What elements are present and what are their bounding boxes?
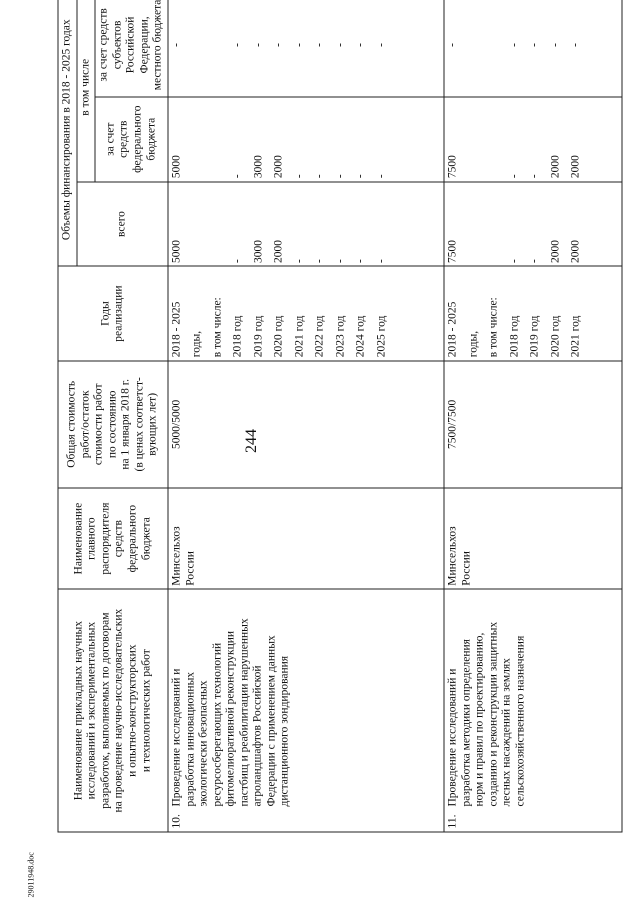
- line-text: дистанционного зондирования: [278, 655, 291, 807]
- header-including: в том числе: [77, 0, 96, 182]
- line-text: созданию и реконструкции защитных: [487, 621, 500, 807]
- financing-table: [58, 0, 623, 833]
- cost-cell: 7500/7500: [444, 361, 622, 488]
- line-text: [211, 0, 232, 93]
- line-text: Наименование прикладных научных: [72, 621, 85, 801]
- line-text: разработок, выполняемых по договорам: [99, 612, 112, 809]
- research-name-cell: [444, 589, 622, 832]
- row-number: 10.: [170, 814, 183, 829]
- line-text: -: [334, 259, 347, 263]
- line-text: -: [313, 174, 326, 179]
- line-text: -: [252, 42, 265, 47]
- line-text: Минсельхоз: [170, 526, 183, 586]
- line-text: и опытно-конструкторских: [126, 644, 139, 777]
- line-text: -: [528, 42, 541, 47]
- header-financing-group: Объемы финансирования в 2018 - 2025 годах: [58, 0, 77, 266]
- line-text: средств: [117, 120, 130, 158]
- line-text: 2000: [272, 155, 285, 179]
- line-text: -: [446, 42, 459, 47]
- line-text: Проведение исследований и: [170, 668, 183, 807]
- line-text: 2000: [549, 239, 562, 263]
- line-text: [467, 100, 488, 178]
- line-text: 2018 год: [508, 315, 521, 358]
- line-text: -: [293, 42, 306, 47]
- regional-cell: [444, 0, 622, 97]
- line-text: 2019 год: [528, 315, 541, 358]
- line-text: 2025 год: [375, 315, 388, 358]
- line-text: реализации: [112, 285, 125, 342]
- line-text: -: [313, 42, 326, 47]
- line-text: в том числе:: [211, 297, 224, 358]
- line-text: -: [354, 174, 367, 179]
- line-text: Федерации,: [138, 16, 151, 74]
- manager-cell: [168, 488, 444, 589]
- line-text: федерального: [131, 105, 144, 173]
- line-text: (в ценах соответст-: [133, 377, 146, 472]
- line-text: -: [528, 259, 541, 263]
- line-text: [211, 185, 232, 263]
- years-cell: [168, 266, 444, 360]
- line-text: бюджета: [145, 117, 158, 161]
- line-text: 2000: [569, 239, 582, 263]
- line-text: -: [231, 174, 244, 179]
- line-text: за счет: [104, 122, 117, 156]
- line-text: -: [354, 42, 367, 47]
- line-text: на проведение научно-исследовательских: [112, 608, 125, 813]
- line-text: ресурсосберегающих технологий: [211, 642, 224, 807]
- line-text: бюджета: [140, 517, 153, 561]
- years-cell: [444, 266, 622, 360]
- row-number: 11.: [446, 814, 459, 829]
- line-text: 2018 год: [231, 315, 244, 358]
- line-text: 7500: [446, 239, 459, 263]
- line-text: 2021 год: [569, 315, 582, 358]
- header-manager: [58, 488, 168, 589]
- header-federal: [95, 97, 168, 182]
- line-text: [488, 0, 509, 93]
- line-text: субъектов: [111, 20, 124, 70]
- line-text: Общая стоимость: [65, 380, 78, 468]
- regional-cell: [168, 0, 444, 97]
- line-text: главного: [85, 517, 98, 560]
- line-text: -: [508, 42, 521, 47]
- line-text: распорядителя: [99, 502, 112, 575]
- total-cell: [444, 182, 622, 267]
- line-text: местного бюджета: [151, 0, 164, 91]
- line-text: 7500: [446, 155, 459, 179]
- line-text: -: [334, 174, 347, 179]
- line-text: на 1 января 2018 г.: [119, 379, 132, 470]
- line-text: 2020 год: [272, 315, 285, 358]
- line-text: норм и правил по проектированию,: [473, 632, 486, 807]
- line-text: разработка инновационных: [184, 671, 196, 807]
- line-text: Федерации с применением данных: [265, 635, 278, 807]
- line-text: -: [313, 259, 326, 263]
- line-text: 2024 год: [354, 315, 367, 358]
- header-years: [58, 266, 168, 360]
- line-text: -: [334, 42, 347, 47]
- line-text: Годы: [99, 301, 112, 326]
- line-text: вующих лет): [146, 392, 159, 456]
- line-text: -: [231, 42, 244, 47]
- line-text: [488, 185, 509, 263]
- line-text: 5000: [170, 239, 183, 263]
- line-text: годы,: [190, 330, 203, 358]
- line-text: за счет средств: [97, 8, 110, 82]
- line-text: Наименование: [72, 502, 85, 575]
- header-research-name: [58, 589, 168, 832]
- line-text: 5000: [170, 155, 183, 179]
- table-row: [444, 0, 622, 832]
- line-text: -: [272, 42, 285, 47]
- line-text: лесных насаждений на землях: [500, 658, 513, 807]
- line-text: в том числе:: [487, 297, 500, 358]
- line-text: 2020 год: [549, 315, 562, 358]
- line-text: [191, 185, 212, 263]
- line-text: [211, 100, 232, 178]
- line-text: стоимости работ: [92, 383, 105, 466]
- manager-cell: [444, 488, 622, 589]
- header-total-cost: [58, 361, 168, 488]
- line-text: экологически безопасных: [197, 680, 210, 807]
- line-text: -: [508, 174, 521, 179]
- line-text: -: [375, 42, 388, 47]
- line-text: Минсельхоз: [446, 526, 459, 586]
- line-text: -: [569, 42, 582, 47]
- line-text: пастбищ и реабилитации нарушенных: [238, 618, 251, 807]
- line-text: сельскохозяйственного назначения: [514, 635, 527, 807]
- line-text: [191, 0, 212, 93]
- line-text: средств: [112, 520, 125, 558]
- line-text: [467, 0, 488, 93]
- line-text: по состоянию: [106, 390, 119, 459]
- line-text: -: [549, 42, 562, 47]
- line-text: России: [460, 551, 473, 586]
- line-text: 2023 год: [334, 315, 347, 358]
- cost-cell: 5000/5000: [168, 361, 444, 488]
- line-text: агроландшафтов Российской: [251, 665, 264, 807]
- line-text: [467, 185, 488, 263]
- line-text: 2000: [272, 239, 285, 263]
- line-text: Российской: [124, 16, 137, 74]
- federal-cell: [444, 97, 622, 182]
- line-text: 3000: [252, 239, 265, 263]
- line-text: и технологических работ: [140, 649, 153, 773]
- header-total: всего: [77, 182, 168, 267]
- line-text: [191, 100, 212, 178]
- line-text: 2021 год: [293, 315, 306, 358]
- line-text: федерального: [126, 504, 139, 573]
- header-regional: [95, 0, 168, 97]
- line-text: годы,: [467, 330, 480, 358]
- line-text: -: [231, 259, 244, 263]
- line-text: фитомелиоративной реконструкции: [224, 630, 237, 807]
- line-text: России: [184, 551, 196, 586]
- line-text: 2022 год: [313, 315, 326, 358]
- line-text: разработка методики определения: [460, 639, 473, 807]
- table-row: [168, 0, 444, 832]
- total-cell: [168, 182, 444, 267]
- line-text: 2019 год: [252, 315, 265, 358]
- federal-cell: [168, 97, 444, 182]
- line-text: -: [170, 42, 183, 47]
- line-text: -: [293, 259, 306, 263]
- line-text: 2000: [549, 155, 562, 179]
- line-text: 2018 - 2025: [170, 301, 183, 358]
- page-number: 244: [243, 429, 260, 453]
- line-text: 2000: [569, 155, 582, 179]
- line-text: [488, 100, 509, 178]
- line-text: работ/остаток: [79, 390, 92, 459]
- line-text: -: [375, 259, 388, 263]
- line-text: -: [293, 174, 306, 179]
- line-text: -: [354, 259, 367, 263]
- line-text: исследований и экспериментальных: [85, 621, 98, 800]
- line-text: -: [508, 259, 521, 263]
- line-text: 3000: [252, 155, 265, 179]
- line-text: -: [375, 174, 388, 179]
- footer-filename: 29011948.doc: [26, 852, 36, 898]
- research-name-cell: [168, 589, 444, 832]
- line-text: 2018 - 2025: [446, 301, 459, 358]
- line-text: Проведение исследований и: [446, 668, 459, 807]
- line-text: -: [528, 174, 541, 179]
